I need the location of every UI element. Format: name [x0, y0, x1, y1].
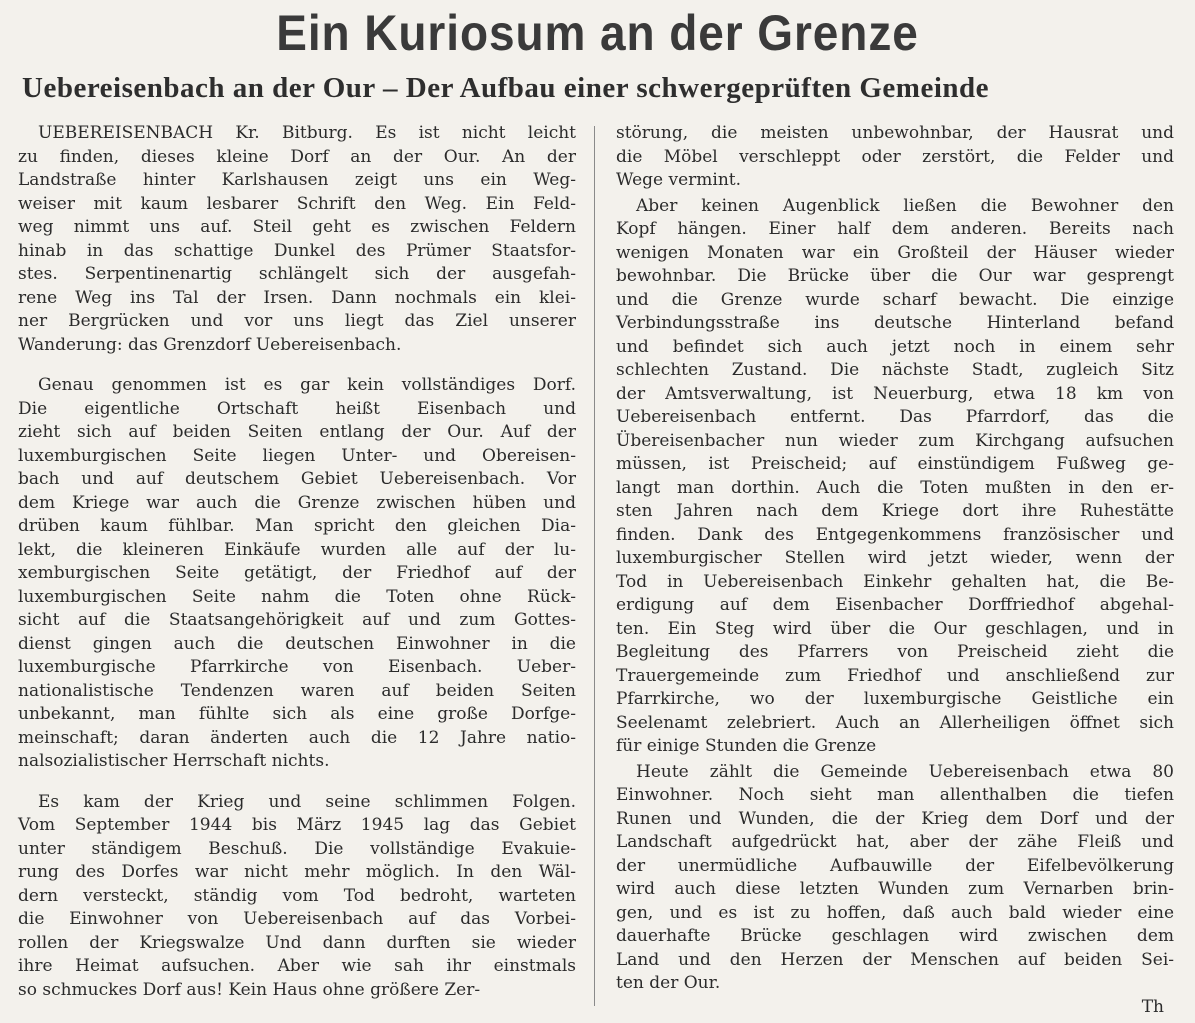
- text-line: Die eigentliche Ortschaft heißt Eisenbach und: [18, 398, 576, 419]
- text-line: Tod in Uebereisenbach Einkehr gehalten hat, die Be-: [616, 571, 1174, 592]
- text-line: Uebereisenbach entfernt. Das Pfarrdorf, das die: [616, 407, 1174, 427]
- text-line: weiser mit kaum lesbarer Schrift den Weg. Ein Feld-: [18, 193, 576, 214]
- text-line: Verbindungsstraße ins deutsche Hinterland befand: [616, 313, 1174, 333]
- text-line: ihre Heimat aufsuchen. Aber wie sah ihr einstmals: [18, 956, 576, 976]
- text-line: der Amtsverwaltung, ist Neuerburg, etwa 18 km von: [616, 383, 1174, 404]
- text-line: bewohnbar. Die Brücke über die Our war gesprengt: [616, 266, 1174, 286]
- text-line: finden. Dank des Entgegenkommens französischer und: [616, 524, 1174, 545]
- text-line: Es kam der Krieg und seine schlimmen Folgen.: [38, 791, 576, 812]
- text-line: Übereisenbacher nun wieder zum Kirchgang aufsuchen: [616, 430, 1174, 451]
- column-divider: [594, 126, 595, 1006]
- text-line: bach und auf deutschem Gebiet Uebereisenbach. Vor: [18, 469, 576, 489]
- text-line: Landschaft aufgedrückt hat, aber der zähe Fleiß und: [616, 832, 1174, 852]
- text-line: luxemburgische Pfarrkirche von Eisenbach. Ueber-: [18, 657, 576, 677]
- text-line: Aber keinen Augenblick ließen die Bewohner den: [636, 195, 1174, 216]
- text-line: zieht sich auf beiden Seiten entlang der Our. Auf der: [18, 422, 576, 442]
- text-line: meinschaft; daran änderten auch die 12 Jahre natio-: [18, 727, 576, 748]
- right-paragraph-3: [616, 761, 1174, 996]
- text-line: Wege vermint.: [616, 170, 742, 190]
- text-line: schlechten Zustand. Die nächste Stadt, zugleich Sitz: [616, 360, 1174, 380]
- text-line: Einwohner. Noch sieht man allenthalben die tiefen: [616, 785, 1174, 805]
- text-line: drüben kaum fühlbar. Man spricht den gleichen Dia-: [18, 516, 576, 536]
- text-line: ten. Ein Steg wird über die Our geschlagen, und in: [616, 618, 1174, 639]
- text-line: Wanderung: das Grenzdorf Uebereisenbach.: [18, 334, 402, 355]
- text-line: erdigung auf dem Eisenbacher Dorffriedhof abgehal-: [616, 595, 1174, 615]
- text-line: dem Kriege war auch die Grenze zwischen hüben und: [18, 492, 576, 513]
- text-line: der unermüdliche Aufbauwille der Eifelbevölkerung: [616, 855, 1174, 876]
- text-line: luxemburgischen Seite liegen Unter- und Obereisen-: [18, 445, 576, 466]
- text-line: nalsozialistischer Herrschaft nichts.: [18, 751, 330, 771]
- left-paragraph-1: [18, 122, 576, 357]
- text-line: sicht auf die Staatsangehörigkeit auf und zum Gottes-: [18, 610, 576, 630]
- text-line: dienst gingen auch die deutschen Einwohner in die: [18, 633, 576, 654]
- text-line: Kopf hängen. Einer half dem anderen. Bereits nach: [616, 219, 1174, 239]
- text-line: Genau genommen ist es gar kein vollständiges Dorf.: [38, 375, 576, 395]
- text-line: rene Weg ins Tal der Irsen. Dann nochmals ein klei-: [18, 287, 576, 308]
- text-line: Vom September 1944 bis März 1945 lag das Gebiet: [18, 815, 576, 835]
- text-line: die Einwohner von Uebereisenbach auf das Vorbei-: [18, 909, 576, 929]
- text-line: luxemburgischer Stellen wird jetzt wieder, wenn der: [616, 548, 1174, 568]
- left-paragraph-2: [18, 374, 576, 774]
- text-line: langt man dorthin. Auch die Toten mußten in den er-: [616, 477, 1174, 498]
- right-paragraph-2: [616, 195, 1174, 759]
- text-line: gen, und es ist zu hoffen, daß auch bald wieder eine: [616, 902, 1174, 923]
- text-line: die Möbel verschleppt oder zerstört, die Felder und: [616, 146, 1174, 167]
- text-line: luxemburgischen Seite nahm die Toten ohne Rück-: [18, 586, 576, 607]
- left-paragraph-3: [18, 791, 576, 1003]
- text-line: dern versteckt, ständig vom Tod bedroht, warteten: [18, 885, 576, 906]
- text-line: ten der Our.: [616, 973, 721, 993]
- text-line: Begleitung des Pfarrers von Preischeid zieht die: [616, 642, 1174, 662]
- text-line: und befindet sich auch jetzt noch in einem sehr: [616, 336, 1174, 357]
- text-line: UEBEREISENBACH Kr. Bitburg. Es ist nicht leicht: [38, 123, 576, 143]
- text-line: nationalistische Tendenzen waren auf beiden Seiten: [18, 680, 576, 701]
- text-line: störung, die meisten unbewohnbar, der Hausrat und: [616, 123, 1174, 143]
- text-line: xemburgischen Seite getätigt, der Friedhof auf der: [18, 563, 576, 583]
- text-line: Runen und Wunden, die der Krieg dem Dorf und der: [616, 808, 1174, 829]
- right-column: [616, 122, 1174, 1019]
- headline: Ein Kuriosum an der Grenze: [276, 5, 919, 61]
- text-line: Seelenamt zelebriert. Auch an Allerheiligen öffnet sich: [616, 712, 1174, 733]
- left-column: [18, 122, 576, 1002]
- text-line: Land und den Herzen der Menschen auf beiden Sei-: [616, 949, 1174, 970]
- text-line: ner Bergrücken und vor uns liegt das Ziel unserer: [18, 311, 576, 331]
- text-line: rung des Dorfes war nicht mehr möglich. In den Wäl-: [18, 862, 576, 882]
- text-line: unter ständigem Beschuß. Die vollständige Evakuie-: [18, 838, 576, 859]
- text-line: Heute zählt die Gemeinde Uebereisenbach etwa 80: [636, 761, 1174, 782]
- text-line: für einige Stunden die Grenze: [616, 736, 877, 756]
- text-line: so schmuckes Dorf aus! Kein Haus ohne größere Zer-: [18, 979, 481, 1000]
- text-line: rollen der Kriegswalze Und dann durften sie wieder: [18, 932, 576, 953]
- text-line: Landstraße hinter Karlshausen zeigt uns ein Weg-: [18, 170, 576, 190]
- text-line: hinab in das schattige Dunkel des Prümer Staatsfor-: [18, 240, 576, 261]
- text-line: sten Jahren nach dem Kriege dort ihre Ruhestätte: [616, 501, 1174, 521]
- author-signoff: Th: [1141, 996, 1164, 1017]
- text-line: und die Grenze wurde scharf bewacht. Die einzige: [616, 289, 1174, 310]
- subheadline: Uebereisenbach an der Our – Der Aufbau einer schwergeprüften Gemeinde: [22, 72, 990, 104]
- text-line: zu finden, dieses kleine Dorf an der Our. An der: [18, 146, 576, 167]
- text-line: dauerhafte Brücke geschlagen wird zwischen dem: [616, 926, 1174, 946]
- text-line: wird auch diese letzten Wunden zum Vernarben brin-: [616, 879, 1174, 899]
- text-line: lekt, die kleineren Einkäufe wurden alle auf der lu-: [18, 539, 576, 560]
- text-line: unbekannt, man fühlte sich als eine große Dorfge-: [18, 704, 576, 724]
- text-line: stes. Serpentinenartig schlängelt sich der ausgefah-: [18, 264, 576, 284]
- right-paragraph-1: [616, 122, 1174, 193]
- text-line: Trauergemeinde zum Friedhof und anschließend zur: [616, 665, 1174, 686]
- text-line: müssen, ist Preischeid; auf einstündigem Fußweg ge-: [616, 454, 1174, 474]
- text-line: Pfarrkirche, wo der luxemburgische Geistliche ein: [616, 689, 1174, 709]
- text-line: weg nimmt uns auf. Steil geht es zwischen Feldern: [18, 217, 576, 237]
- text-line: wenigen Monaten war ein Großteil der Häuser wieder: [616, 242, 1174, 263]
